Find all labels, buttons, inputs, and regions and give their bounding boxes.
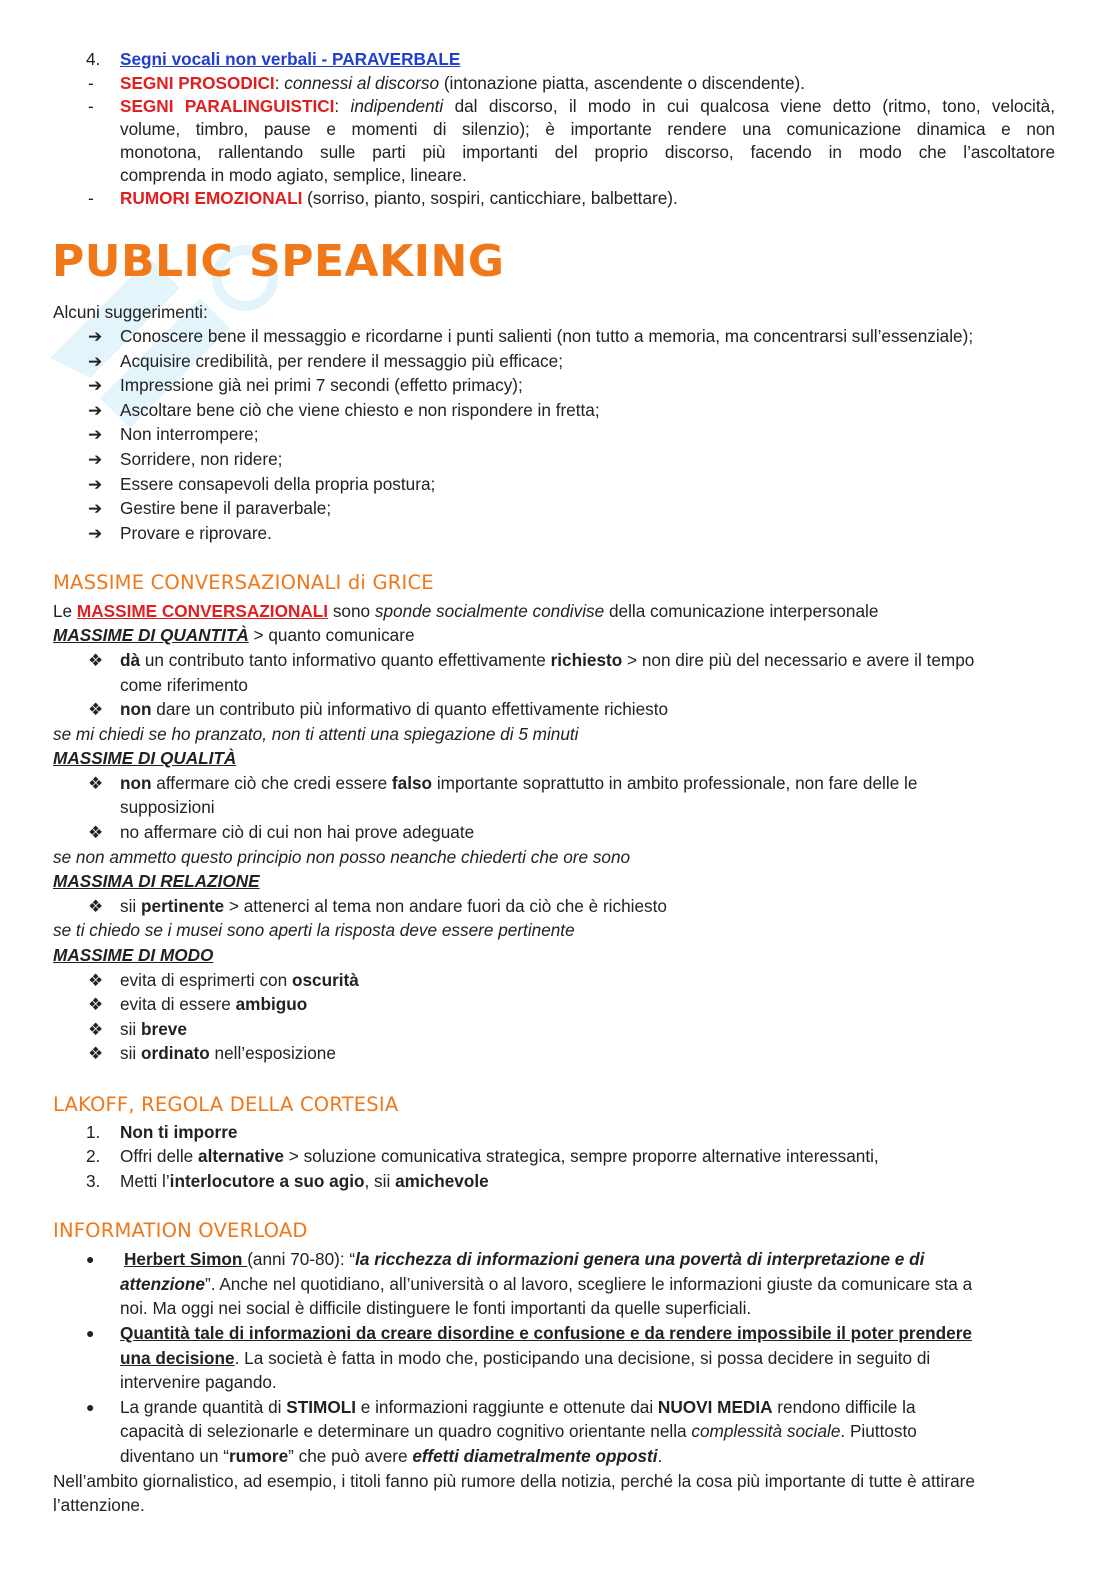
relazione-example: se ti chiedo se i musei sono aperti la risposta deve essere pertinente xyxy=(53,920,575,940)
closing-line-2: l’attenzione. xyxy=(53,1495,145,1515)
prosodici-text: SEGNI PROSODICI: connessi al discorso (intonazione piatta, ascendente o discendente). xyxy=(120,73,806,93)
grice-heading: MASSIME CONVERSAZIONALI di GRICE xyxy=(53,571,434,594)
dot-bullet-icon: ● xyxy=(86,1251,95,1267)
arrow-icon: ➔ xyxy=(88,498,103,518)
dash-bullet: - xyxy=(88,188,94,208)
paraverbale-heading[interactable]: Segni vocali non verbali - PARAVERBALE xyxy=(120,49,461,69)
list-item-continuation: noi. Ma oggi nei social è difficile distinguere le fonti importanti da quelle superficiali. xyxy=(120,1298,752,1318)
arrow-icon: ➔ xyxy=(88,400,103,420)
arrow-icon: ➔ xyxy=(88,351,103,371)
arrow-icon: ➔ xyxy=(88,326,103,346)
diamond-bullet-icon: ❖ xyxy=(88,994,104,1014)
closing-line-1: Nell’ambito giornalistico, ad esempio, i titoli fanno più rumore della notizia, perché la cosa più importante di tutte è attirare xyxy=(53,1471,975,1491)
diamond-bullet-icon: ❖ xyxy=(88,970,104,990)
arrow-icon: ➔ xyxy=(88,523,103,543)
list-item-continuation: intervenire pagando. xyxy=(120,1372,277,1392)
quantita-example: se mi chiedi se ho pranzato, non ti attenti una spiegazione di 5 minuti xyxy=(53,724,579,744)
arrow-icon: ➔ xyxy=(88,474,103,494)
arrow-icon: ➔ xyxy=(88,375,103,395)
diamond-bullet-icon: ❖ xyxy=(88,773,104,793)
qualita-heading: MASSIME DI QUALITÀ xyxy=(53,748,237,768)
paralinguistici-line-1: SEGNI PARALINGUISTICI: indipendenti dal discorso, il modo in cui qualcosa viene detto (ritmo, tono, velocità, xyxy=(120,96,1055,116)
diamond-bullet-icon: ❖ xyxy=(88,822,104,842)
lakoff-heading: LAKOFF, REGOLA DELLA CORTESIA xyxy=(53,1093,399,1116)
dash-bullet: - xyxy=(88,73,94,93)
diamond-bullet-icon: ❖ xyxy=(88,699,104,719)
paralinguistici-line-4: comprenda in modo agiato, semplice, lineare. xyxy=(120,165,467,185)
diamond-bullet-icon: ❖ xyxy=(88,650,104,670)
list-item-continuation: supposizioni xyxy=(120,797,215,817)
list-item-continuation: diventano un “rumore” che può avere effetti diametralmente opposti. xyxy=(120,1446,663,1466)
paralinguistici-line-2: volume, timbro, pause e momenti di silenzio); è importante rendere una comunicazione dinamica e non xyxy=(120,119,1055,139)
public-speaking-title: PUBLIC SPEAKING xyxy=(52,236,505,287)
diamond-bullet-icon: ❖ xyxy=(88,896,104,916)
dot-bullet-icon: ● xyxy=(86,1325,95,1341)
diamond-bullet-icon: ❖ xyxy=(88,1043,104,1063)
relazione-heading: MASSIMA DI RELAZIONE xyxy=(53,871,260,891)
document-page: 4. Segni vocali non verbali - PARAVERBALE - SEGNI PROSODICI: connessi al discorso (intonazione piatta, ascendente o discendente). - SEGNI PARALINGUISTICI: indipendenti dal discorso, il modo in cui qualcosa viene detto (ritmo, tono, velocità, volume, timbro, pause e momenti di silenzio); è importante rendere una comunicazione dinamica e non monotona, rallentando sulle parti più importanti del proprio discorso, facendo in modo che l’ascoltatore comprenda in modo agiato, semplice, lineare. - RUMORI EMOZIONALI (sorriso, pianto, sospiri, canticchiare, balbettare). PUBLIC SPEAKING Alcuni suggerimenti: ➔ Conoscere bene il messaggio e ricordarne i punti salienti (non tutto a memoria, ma concentrarsi sull’essenziale); ➔ Acquisire credibilità, per rendere il messaggio più efficace; ➔ Impressione già nei primi 7 secondi (effetto primacy); ➔ Ascoltare bene ciò che viene chiesto e non rispondere in fretta; ➔ Non interrompere; ➔ Sorridere, non ridere; ➔ Essere consapevoli della propria postura; ➔ Gestire bene il paraverbale; ➔ Provare e riprovare. MASSIME CONVERSAZIONALI di GRICE Le MASSIME CONVERSAZIONALI sono sponde socialmente condivise della comunicazione interpersonale MASSIME DI QUANTITÀ > quanto comunicare ❖ dà un contributo tanto informativo quanto effettivamente richiesto > non dire più del necessario e avere il tempo come riferimento ❖ non dare un contributo più informativo di quanto effettivamente richiesto se mi chiedi se ho pranzato, non ti attenti una spiegazione di 5 minuti MASSIME DI QUALITÀ ❖ non affermare ciò che credi essere falso importante soprattutto in ambito professionale, non fare delle le supposizioni ❖ no affermare ciò di cui non hai prove adeguate se non ammetto questo principio non posso neanche chiederti che ore sono MASSIMA DI RELAZIONE ❖ sii pertinente > attenerci al tema non andare fuori da ciò che è richiesto se ti chiedo se i musei sono aperti la risposta deve essere pertinente MASSIME DI MODO ❖ evita di esprimerti con oscurità ❖ evita di essere ambiguo ❖ sii breve ❖ sii ordinato nell’esposizione LAKOFF, REGOLA DELLA CORTESIA 1. Non ti imporre 2. Offri delle alternative > soluzione comunicativa strategica, sempre proporre alternative interessanti, 3. Metti l’interlocutore a suo agio, sii amichevole INFORMATION OVERLOAD ● Herbert Simon (anni 70-80): “la ricchezza di informazioni genera una povertà di interpretazione e di attenzione”. Anche nel quotidiano, all’università o al lavoro, scegliere le informazioni giuste da comunicare sta a noi. Ma oggi nei social è difficile distinguere le fonti importanti da quelle superficiali. ● Quantità tale di informazioni da creare disordine e confusione e da rendere impossibile il poter prendere una decisione. La società è fatta in modo che, posticipando una decisione, si possa decidere in seguito di intervenire pagando. ● La grande quantità di STIMOLI e informazioni raggiunte e ottenute dai NUOVI MEDIA rendono difficile la capacità di selezionarle e determinare un quadro cognitivo orientante nella complessità sociale. Piuttosto diventano un “rumore” che può avere effetti diametralmente opposti. Nell’ambito giornalistico, ad esempio, i titoli fanno più rumore della notizia, perché la cosa più importante di tutte è attirare l’attenzione. xyxy=(0,0,1118,1579)
arrow-icon: ➔ xyxy=(88,424,103,444)
modo-heading: MASSIME DI MODO xyxy=(53,945,214,965)
public-speaking-intro: Alcuni suggerimenti: xyxy=(53,302,208,322)
rumori-text: RUMORI EMOZIONALI (sorriso, pianto, sospiri, canticchiare, balbettare). xyxy=(120,188,678,208)
grice-intro: Le MASSIME CONVERSAZIONALI sono sponde socialmente condivise della comunicazione interpersonale xyxy=(53,601,879,621)
list-item-continuation: una decisione. La società è fatta in modo che, posticipando una decisione, si possa decidere in seguito di xyxy=(120,1348,931,1368)
dash-bullet: - xyxy=(88,96,94,116)
arrow-icon: ➔ xyxy=(88,449,103,469)
diamond-bullet-icon: ❖ xyxy=(88,1019,104,1039)
list-number: 4. xyxy=(86,49,101,69)
dot-bullet-icon: ● xyxy=(86,1399,95,1415)
list-item-continuation: capacità di selezionarle e determinare un quadro cognitivo orientante nella complessità sociale. Piuttosto xyxy=(120,1421,917,1441)
qualita-example: se non ammetto questo principio non posso neanche chiederti che ore sono xyxy=(53,847,631,867)
list-item-continuation: come riferimento xyxy=(120,675,248,695)
overload-heading: INFORMATION OVERLOAD xyxy=(53,1219,308,1242)
paralinguistici-line-3: monotona, rallentando sulle parti più importanti del proprio discorso, facendo in modo che l’ascoltatore xyxy=(120,142,1055,162)
list-item-continuation: attenzione”. Anche nel quotidiano, all’università o al lavoro, scegliere le informazioni giuste da comunicare sta a xyxy=(120,1274,973,1294)
quantita-heading: MASSIME DI QUANTITÀ > quanto comunicare xyxy=(53,625,415,645)
